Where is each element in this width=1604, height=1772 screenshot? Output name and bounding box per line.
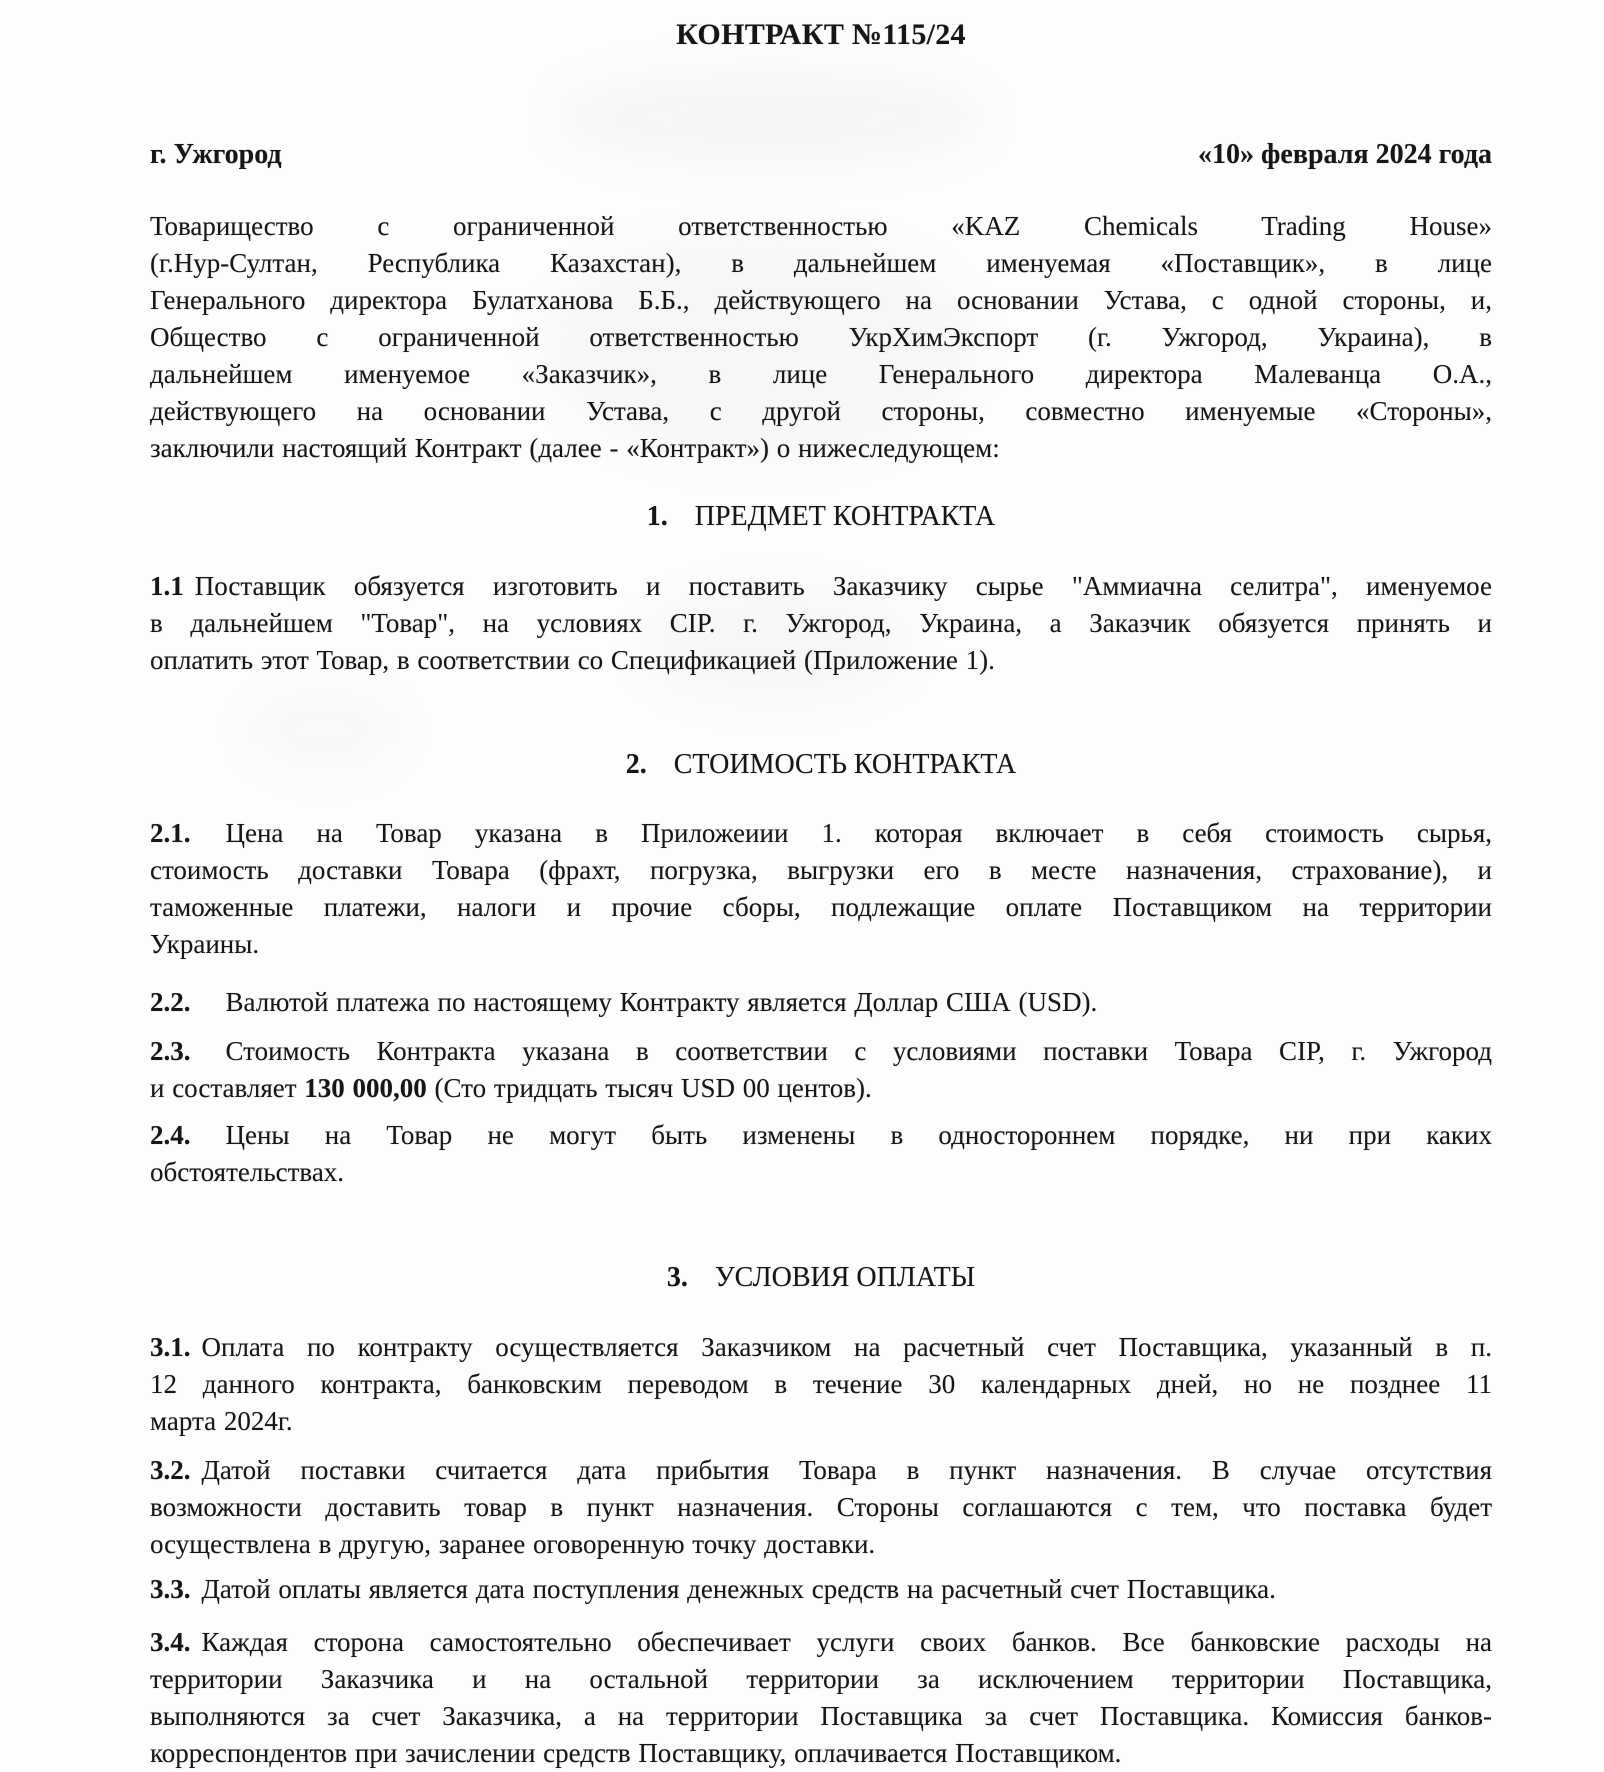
section-2-heading	[150, 746, 1492, 783]
section-3-number: 3.	[666, 1262, 688, 1293]
clause-line	[150, 568, 1492, 605]
section-3-heading-text: УСЛОВИЯ ОПЛАТЫ	[714, 1262, 976, 1293]
contract-date: «10» февраля 2024 года	[1198, 139, 1492, 170]
clause-line: 12 данного контракта, банковским переводом в течение 30 календарных дней, но не позднее 11	[150, 1369, 1492, 1399]
clause-line	[150, 815, 1492, 852]
clause-line: стоимость доставки Товара (фрахт, погрузка, выгрузки его в месте назначения, страхование), и	[150, 855, 1492, 885]
clause-3-4-number: 3.4.	[150, 1627, 191, 1657]
clause-2-3	[150, 1033, 1492, 1107]
clause-1-1	[150, 568, 1492, 679]
clause-line: территории Заказчика и на остальной территории за исключением территории Поставщика,	[150, 1664, 1492, 1694]
clause-3-1-number: 3.1.	[150, 1332, 191, 1362]
section-1-number: 1.	[646, 501, 668, 532]
clause-3-1	[150, 1329, 1492, 1440]
clause-text: Валютой платежа по настоящему Контракту является Доллар США (USD).	[225, 987, 1098, 1017]
contract-place: г. Ужгород	[150, 139, 282, 170]
clause-3-2	[150, 1452, 1492, 1563]
section-1-heading	[150, 498, 1492, 535]
clause-text: (Сто тридцать тысяч USD 00 центов).	[426, 1073, 872, 1103]
clause-text: и составляет	[150, 1073, 305, 1103]
clause-2-1	[150, 815, 1492, 963]
place-date-row	[150, 136, 1492, 173]
clause-line: оплатить этот Товар, в соответствии со Спецификацией (Приложение 1).	[150, 645, 995, 675]
clause-text: Оплата по контракту осуществляется Заказчиком на расчетный счет Поставщика, указанный в п.	[201, 1332, 1492, 1362]
clause-line: Украины.	[150, 929, 260, 959]
clause-3-4	[150, 1624, 1492, 1772]
clause-text: Цены на Товар не могут быть изменены в одностороннем порядке, ни при каких	[225, 1120, 1492, 1150]
clause-text: Стоимость Контракта указана в соответствии с условиями поставки Товара CIP, г. Ужгород	[225, 1036, 1492, 1066]
clause-line: обстоятельствах.	[150, 1157, 345, 1187]
preamble-line: Общество с ограниченной ответственностью УкрХимЭкспорт (г. Ужгород, Украина), в	[150, 322, 1492, 352]
preamble-line: Генерального директора Булатханова Б.Б., действующего на основании Устава, с одной стороны, и,	[150, 285, 1492, 315]
section-1-heading-text: ПРЕДМЕТ КОНТРАКТА	[694, 501, 996, 532]
clause-text: Поставщик обязуется изготовить и поставить Заказчику сырье "Аммиачна селитра", именуемое	[194, 571, 1492, 601]
section-3-heading	[150, 1259, 1492, 1296]
clause-line: в дальнейшем "Товар", на условиях CIP. г. Ужгород, Украина, а Заказчик обязуется принять и	[150, 608, 1492, 638]
clause-2-4-number: 2.4.	[150, 1120, 191, 1150]
clause-2-3-number: 2.3.	[150, 1036, 191, 1066]
clause-2-2	[150, 984, 1492, 1021]
clause-line	[150, 984, 1492, 1021]
clause-2-2-number: 2.2.	[150, 987, 191, 1017]
clause-line	[150, 1033, 1492, 1070]
preamble-paragraph	[150, 208, 1492, 467]
clause-line: возможности доставить товар в пункт назначения. Стороны соглашаются с тем, что поставка будет	[150, 1492, 1492, 1522]
clause-line	[150, 1070, 1492, 1107]
preamble-line: Товарищество с ограниченной ответственностью «KAZ Chemicals Trading House»	[150, 211, 1492, 241]
contract-amount: 130 000,00	[304, 1073, 427, 1103]
clause-3-3-number: 3.3.	[150, 1574, 191, 1604]
clause-line: осуществлена в другую, заранее оговоренную точку доставки.	[150, 1529, 876, 1559]
clause-line	[150, 1571, 1492, 1608]
clause-text: Цена на Товар указана в Приложеиии 1. которая включает в себя стоимость сырья,	[225, 818, 1492, 848]
clause-line: таможенные платежи, налоги и прочие сборы, подлежащие оплате Поставщиком на территории	[150, 892, 1492, 922]
clause-line	[150, 1117, 1492, 1154]
clause-line	[150, 1452, 1492, 1489]
clause-text: Датой оплаты является дата поступления денежных средств на расчетный счет Поставщика.	[201, 1574, 1276, 1604]
clause-line: марта 2024г.	[150, 1406, 293, 1436]
clause-line: корреспондентов при зачислении средств Поставщику, оплачивается Поставщиком.	[150, 1738, 1122, 1768]
preamble-line: (г.Нур-Султан, Республика Казахстан), в дальнейшем именуемая «Поставщик», в лице	[150, 248, 1492, 278]
clause-line: выполняются за счет Заказчика, а на территории Поставщика за счет Поставщика. Комиссия банков-	[150, 1701, 1492, 1731]
clause-2-4	[150, 1117, 1492, 1191]
clause-line	[150, 1624, 1492, 1661]
clause-text: Каждая сторона самостоятельно обеспечивает услуги своих банков. Все банковские расходы на	[201, 1627, 1492, 1657]
preamble-line: действующего на основании Устава, с другой стороны, совместно именуемые «Стороны»,	[150, 396, 1492, 426]
clause-3-3	[150, 1571, 1492, 1608]
clause-text: Датой поставки считается дата прибытия Товара в пункт назначения. В случае отсутствия	[201, 1455, 1492, 1485]
contract-title: КОНТРАКТ №115/24	[676, 18, 966, 51]
clause-1-1-number: 1.1	[150, 571, 184, 601]
clause-3-2-number: 3.2.	[150, 1455, 191, 1485]
clause-line	[150, 1329, 1492, 1366]
preamble-line: дальнейшем именуемое «Заказчик», в лице Генерального директора Малеванца О.А.,	[150, 359, 1492, 389]
clause-2-1-number: 2.1.	[150, 818, 191, 848]
preamble-line: заключили настоящий Контракт (далее - «Контракт») о нижеследующем:	[150, 433, 1000, 463]
section-2-number: 2.	[625, 749, 647, 780]
section-2-heading-text: СТОИМОСТЬ КОНТРАКТА	[673, 749, 1017, 780]
